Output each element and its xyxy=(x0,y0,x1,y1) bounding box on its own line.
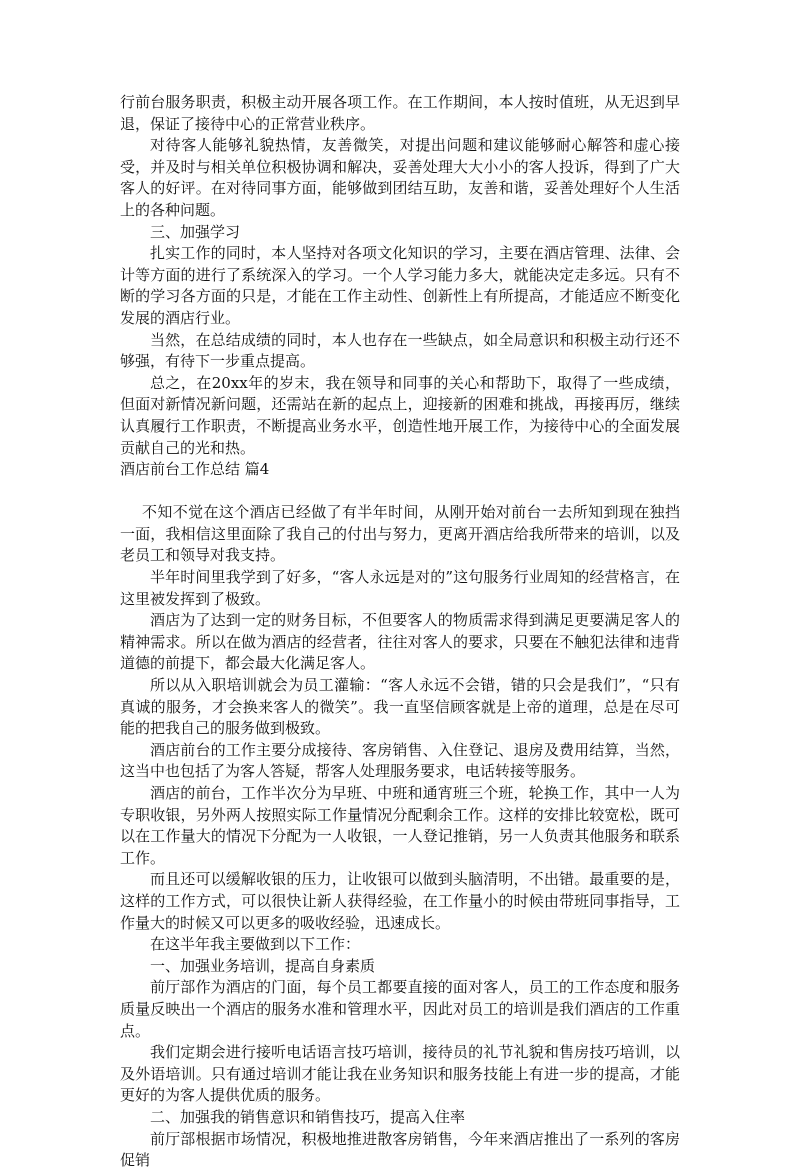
document-body xyxy=(120,92,680,1172)
paragraph-motto: 半年时间里我学到了好多，“客人永远是对的”这句服务行业周知的经营格言，在这里被发挥到了极致。 xyxy=(120,568,680,608)
paragraph-financial-goal: 酒店为了达到一定的财务目标，不但要客人的物质需求得到满足更要满足客人的精神需求。所以在做为酒店的经营者，往往对客人的要求，只要在不触犯法律和违背道德的前提下，都会最大化满足客人。 xyxy=(120,611,680,673)
section-heading-sales: 二、加强我的销售意识和销售技巧，提高入住率 xyxy=(150,1107,466,1126)
paragraph-guest-service: 对待客人能够礼貌热情，友善微笑，对提出问题和建议能够耐心解答和虚心接受，并及时与相关单位积极协调和解决，妥善处理大大小小的客人投诉，得到了广大客人的好评。在对待同事方面，能够做到团结互助，友善和谐，妥善处理好个人生活上的各种问题。 xyxy=(120,136,680,219)
section-heading-learning: 三、加强学习 xyxy=(150,222,241,241)
article-title-part4: 酒店前台工作总结 篇4 xyxy=(120,460,270,479)
paragraph-front-desk-duties: 酒店前台的工作主要分成接待、客房销售、入住登记、退房及费用结算，当然，这当中也包括了为客人答疑，帮客人处理服务要求，电话转接等服务。 xyxy=(120,740,680,781)
paragraph-training-motto: 所以从入职培训就会为员工灌输：“客人永远不会错，错的只会是我们”，“只有真诚的服务，才会换来客人的微笑”。我一直坚信顾客就是上帝的道理，总是在尽可能的把我自己的服务做到极致。 xyxy=(120,676,680,738)
paragraph-regular-training: 我们定期会进行接听电话语言技巧培训，接待员的礼节礼貌和售房技巧培训，以及外语培训。只有通过培训才能让我在业务知识和服务技能上有进一步的提高，才能更好的为客人提供优质的服务。 xyxy=(120,1043,680,1105)
paragraph-work-summary-intro: 在这半年我主要做到以下工作： xyxy=(150,935,361,954)
section-heading-training: 一、加强业务培训，提高自身素质 xyxy=(150,956,376,975)
paragraph-learning: 扎实工作的同时，本人坚持对各项文化知识的学习，主要在酒店管理、法律、会计等方面的进行了系统深入的学习。一个人学习能力多大，就能决定走多远。只有不断的学习各方面的只是，才能在工作主动性、创新性上有所提高，才能适应不断变化发展的酒店行业。 xyxy=(120,244,680,327)
paragraph-front-office: 前厅部作为酒店的门面，每个员工都要直接的面对客人，员工的工作态度和服务质量反映出一个酒店的服务水准和管理水平，因此对员工的培训是我们酒店的工作重点。 xyxy=(120,978,680,1040)
blank-line xyxy=(120,481,680,503)
paragraph-sales: 前厅部根据市场情况，积极地推进散客房销售，今年来酒店推出了一系列的客房促销 xyxy=(120,1129,680,1170)
paragraph-shortcomings: 当然，在总结成绩的同时，本人也存在一些缺点，如全局意识和积极主动行还不够强，有待下一步重点提高。 xyxy=(120,330,680,371)
paragraph-continuation: 行前台服务职责，积极主动开展各项工作。在工作期间，本人按时值班，从无迟到早退，保证了接待中心的正常营业秩序。 xyxy=(120,93,680,133)
paragraph-shifts: 酒店的前台，工作半次分为早班、中班和通宵班三个班，轮换工作，其中一人为专职收银，另外两人按照实际工作量情况分配剩余工作。这样的安排比较宽松，既可以在工作量大的情况下分配为一人收银，一人登记推销，另一人负责其他服务和联系工作。 xyxy=(120,784,680,867)
paragraph-intro: 不知不觉在这个酒店已经做了有半年时间，从刚开始对前台一去所知到现在独挡一面，我相信这里面除了我自己的付出与努力，更离开酒店给我所带来的培训，以及老员工和领导对我支持。 xyxy=(120,503,680,565)
paragraph-cashier-relief: 而且还可以缓解收银的压力，让收银可以做到头脑清明，不出错。最重要的是，这样的工作方式，可以很快让新人获得经验，在工作量小的时候由带班同事指导，工作量大的时候又可以更多的吸收经验，迅速成长。 xyxy=(120,870,680,932)
paragraph-conclusion: 总之，在20xx年的岁末，我在领导和同事的关心和帮助下，取得了一些成绩，但面对新情况新问题，还需站在新的起点上，迎接新的困难和挑战，再接再厉，继续认真履行工作职责，不断提高业务水平，创造性地开展工作，为接待中心的全面发展贡献自己的光和热。 xyxy=(120,373,680,457)
